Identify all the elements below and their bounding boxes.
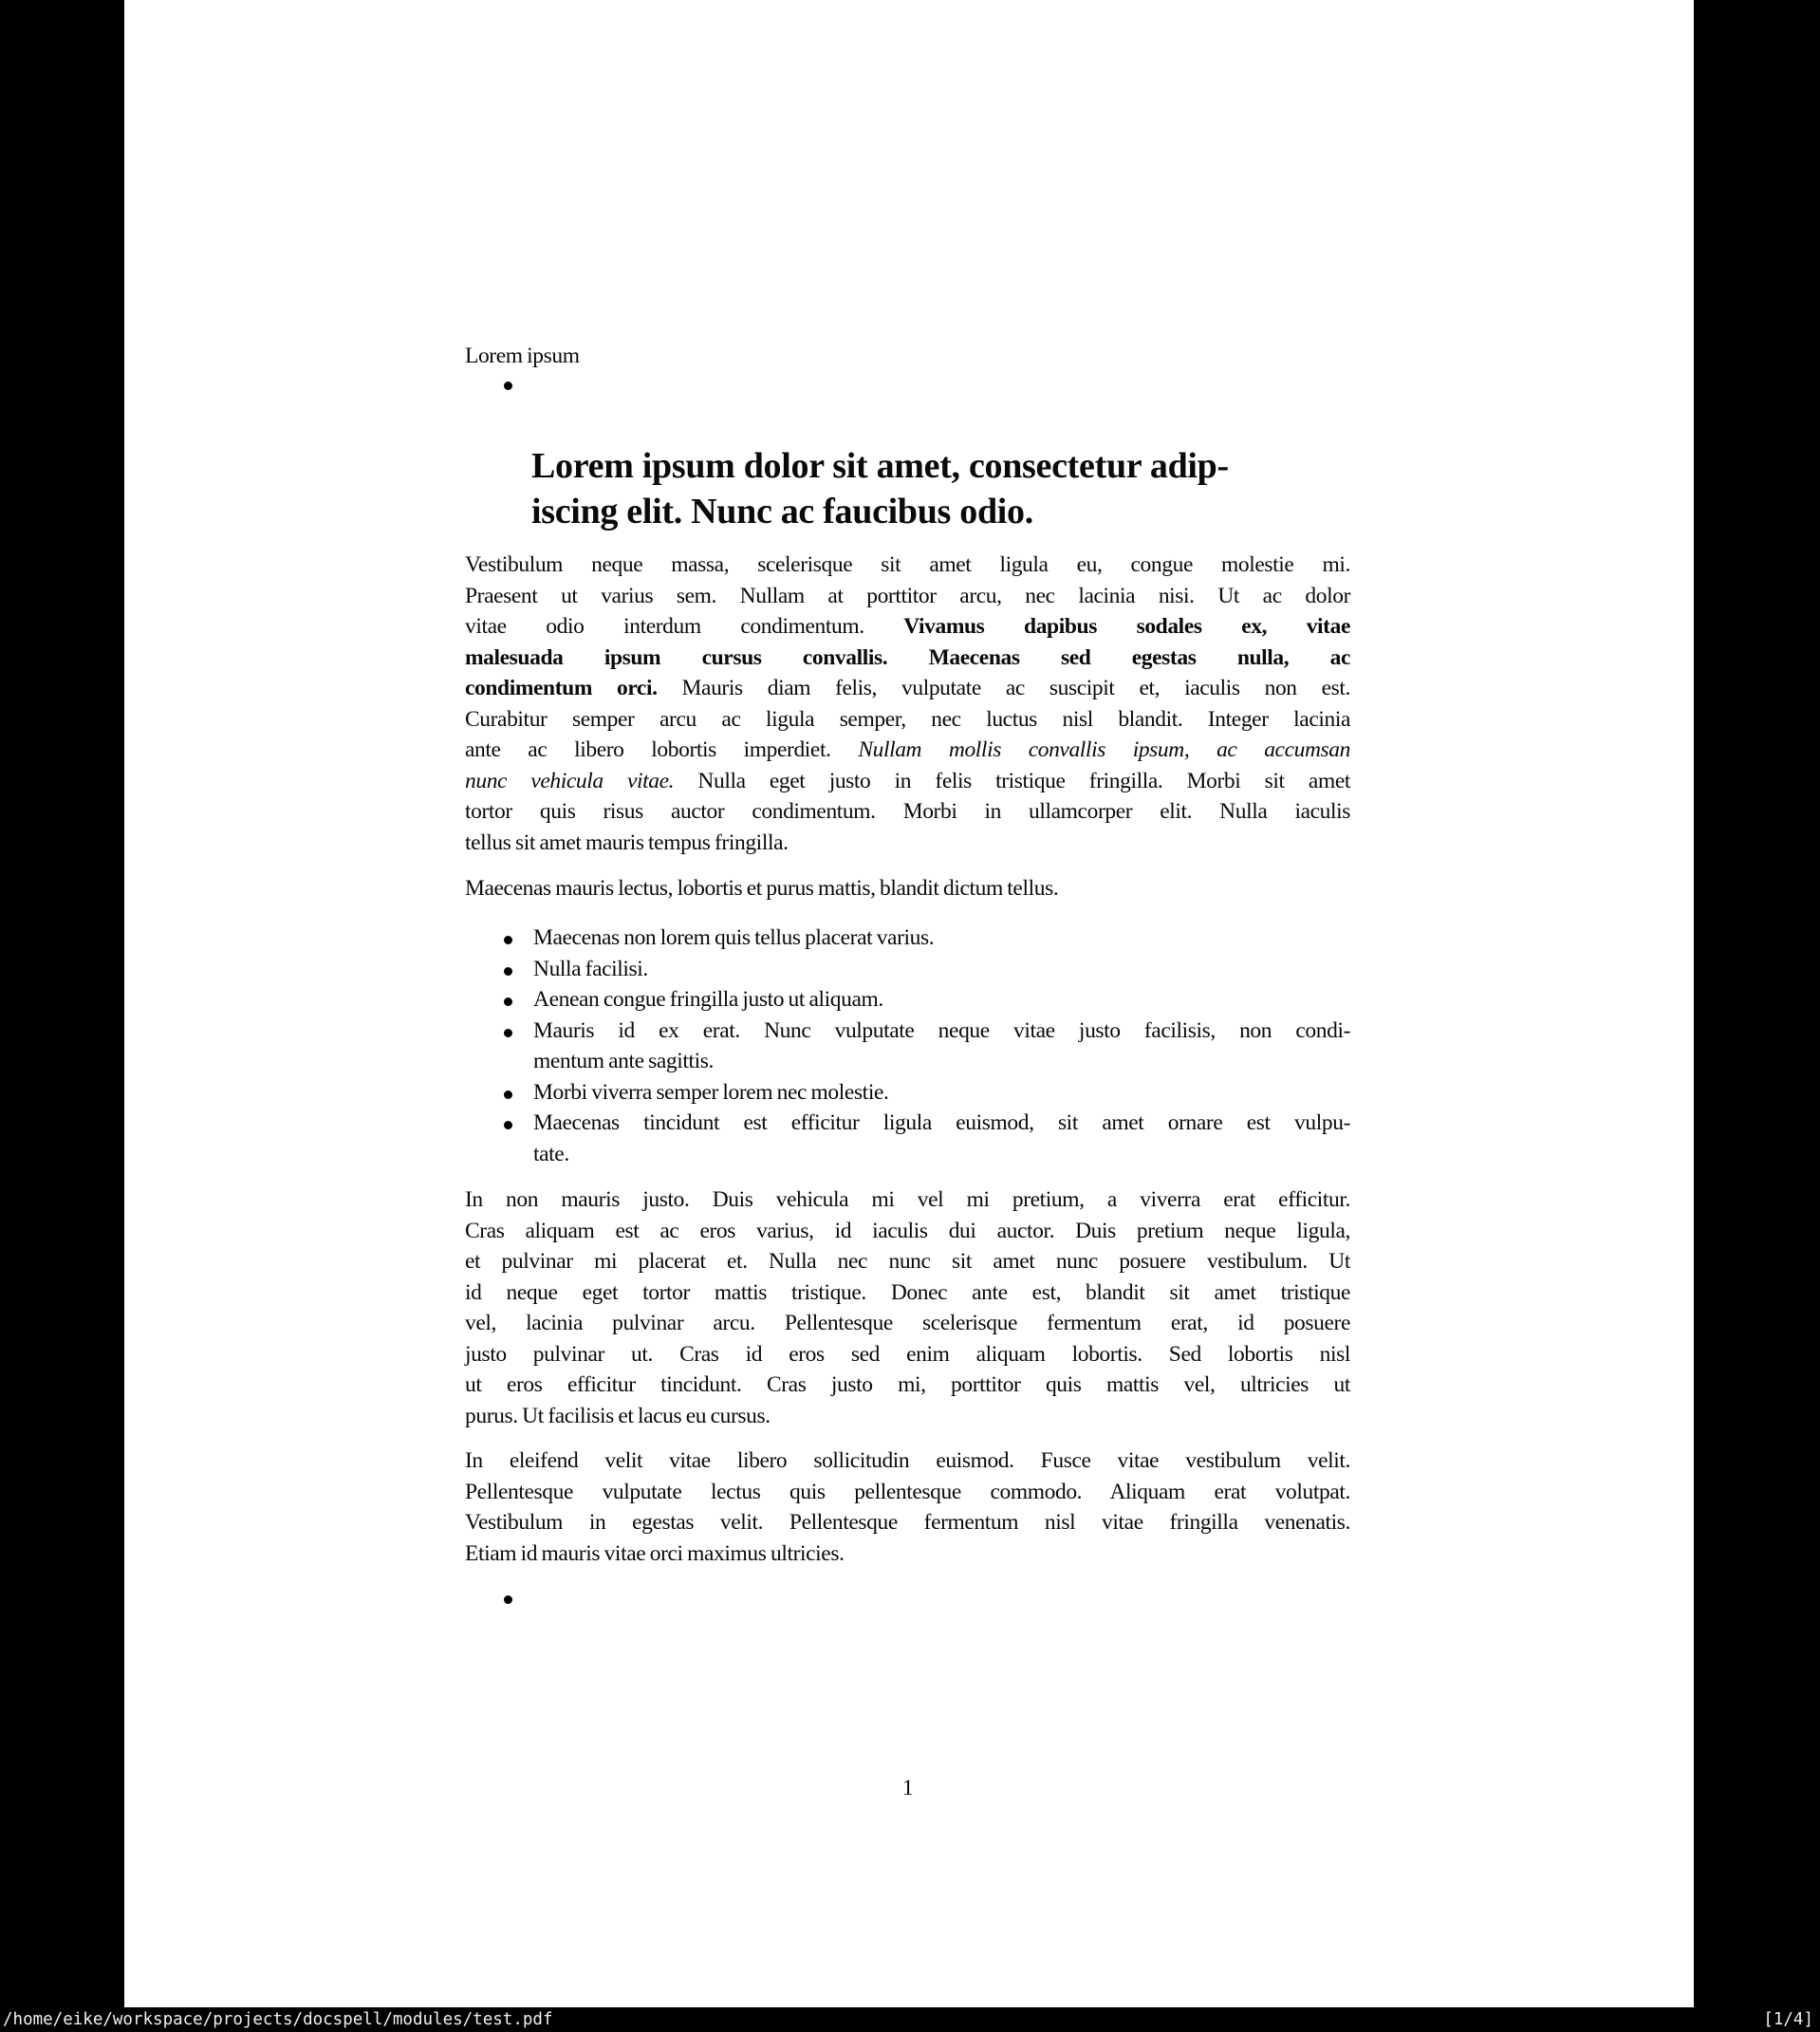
text-line: Nulla facilisi. bbox=[533, 956, 648, 981]
text-line: Maecenas mauris lectus, lobortis et purus mattis, blandit dictum tellus. bbox=[465, 876, 1059, 901]
heading-line: Lorem ipsum dolor sit amet, consectetur adip- bbox=[531, 446, 1229, 486]
bullet-icon bbox=[504, 1121, 512, 1129]
section-heading bbox=[531, 443, 1229, 534]
bullet-icon bbox=[504, 997, 512, 1006]
text-line: In non mauris justo. Duis vehicula mi vel mi pretium, a viverra erat efficitur. bbox=[465, 1187, 1350, 1212]
text-line: ut eros efficitur tincidunt. Cras justo mi, porttitor quis mattis vel, ultricies ut bbox=[465, 1372, 1350, 1397]
statusbar-page-indicator: [1/4] bbox=[1763, 2010, 1813, 2029]
bullet-icon bbox=[504, 1595, 512, 1604]
text-line: Vestibulum in egestas velit. Pellentesque fermentum nisl vitae fringilla venenatis. bbox=[465, 1510, 1350, 1535]
list-item bbox=[465, 923, 1350, 954]
list-item-text bbox=[533, 984, 1350, 1016]
heading-line: iscing elit. Nunc ac faucibus odio. bbox=[531, 492, 1033, 531]
text-line: nunc vehicula vitae. Nulla eget justo in felis tristique fringilla. Morbi sit amet bbox=[465, 768, 1350, 793]
bullet-list bbox=[465, 923, 1350, 1169]
paragraph-1 bbox=[465, 550, 1350, 858]
list-item-text bbox=[533, 954, 1350, 985]
list-item bbox=[465, 1108, 1350, 1169]
text-line: Vestibulum neque massa, scelerisque sit amet ligula eu, congue molestie mi. bbox=[465, 552, 1350, 577]
text-line: justo pulvinar ut. Cras id eros sed enim aliquam lobortis. Sed lobortis nisl bbox=[465, 1341, 1350, 1367]
text-line: Maecenas non lorem quis tellus placerat varius. bbox=[533, 925, 935, 950]
text-line: mentum ante sagittis. bbox=[533, 1049, 714, 1073]
text-line: et pulvinar mi placerat et. Nulla nec nunc sit amet nunc posuere vestibulum. Ut bbox=[465, 1249, 1350, 1274]
text-line: tortor quis risus auctor condimentum. Morbi in ullamcorper elit. Nulla iaculis bbox=[465, 799, 1350, 824]
list-item bbox=[465, 954, 1350, 985]
bullet-icon bbox=[504, 936, 512, 944]
page-number: 1 bbox=[901, 1776, 914, 1800]
bullet-icon bbox=[504, 1029, 512, 1037]
text-line: id neque eget tortor mattis tristique. Donec ante est, blandit sit amet tristique bbox=[465, 1279, 1350, 1305]
pdf-page[interactable] bbox=[124, 0, 1694, 2007]
text-line: malesuada ipsum cursus convallis. Maecenas sed egestas nulla, ac bbox=[465, 644, 1350, 670]
text-line: tate. bbox=[533, 1141, 569, 1166]
bullet-icon bbox=[504, 967, 512, 976]
list-item-text bbox=[533, 923, 1350, 954]
text-line: Pellentesque vulputate lectus quis pellentesque commodo. Aliquam erat volutpat. bbox=[465, 1479, 1350, 1504]
text-line: condimentum orci. Mauris diam felis, vulputate ac suscipit et, iaculis non est. bbox=[465, 676, 1351, 700]
text-line: ante ac libero lobortis imperdiet. Nullam mollis convallis ipsum, ac accumsan bbox=[465, 737, 1350, 762]
paragraph-intro bbox=[465, 873, 1350, 904]
document-label bbox=[465, 341, 1350, 372]
text-line: Mauris id ex erat. Nunc vulputate neque vitae justo facilisis, non condi- bbox=[533, 1017, 1350, 1043]
paragraph-3 bbox=[465, 1445, 1350, 1569]
text-line: Praesent ut varius sem. Nullam at porttitor arcu, nec lacinia nisi. Ut ac dolor bbox=[465, 583, 1350, 608]
text-line: vel, lacinia pulvinar arcu. Pellentesque scelerisque fermentum erat, id posuere bbox=[465, 1311, 1350, 1335]
bullet-icon bbox=[504, 382, 512, 390]
text-line: Lorem ipsum bbox=[465, 344, 580, 368]
text-line: Maecenas tincidunt est efficitur ligula euismod, sit amet ornare est vulpu- bbox=[533, 1110, 1350, 1135]
bullet-icon bbox=[504, 1091, 512, 1099]
text-line: Etiam id mauris vitae orci maximus ultricies. bbox=[465, 1540, 845, 1566]
paragraph-2 bbox=[465, 1184, 1350, 1431]
list-item-text bbox=[533, 1016, 1350, 1077]
text-line: purus. Ut facilisis et lacus eu cursus. bbox=[465, 1403, 771, 1428]
list-item bbox=[465, 984, 1350, 1016]
list-item-text bbox=[533, 1077, 1350, 1109]
text-line: vitae odio interdum condimentum. Vivamus dapibus sodales ex, vitae bbox=[465, 614, 1350, 639]
text-line: In eleifend velit vitae libero sollicitudin euismod. Fusce vitae vestibulum velit. bbox=[465, 1448, 1350, 1473]
text-line: Curabitur semper arcu ac ligula semper, nec luctus nisl blandit. Integer lacinia bbox=[465, 706, 1350, 732]
text-line: tellus sit amet mauris tempus fringilla. bbox=[465, 830, 789, 855]
text-line: Cras aliquam est ac eros varius, id iaculis dui auctor. Duis pretium neque ligula, bbox=[465, 1218, 1350, 1243]
text-line: Morbi viverra semper lorem nec molestie. bbox=[533, 1079, 889, 1105]
text-line: Aenean congue fringilla justo ut aliquam. bbox=[533, 987, 883, 1012]
statusbar bbox=[0, 2007, 1820, 2032]
list-item bbox=[465, 1077, 1350, 1109]
statusbar-filepath: /home/eike/workspace/projects/docspell/modules/test.pdf bbox=[3, 2010, 553, 2029]
list-item bbox=[465, 1016, 1350, 1077]
list-item-text bbox=[533, 1108, 1350, 1169]
